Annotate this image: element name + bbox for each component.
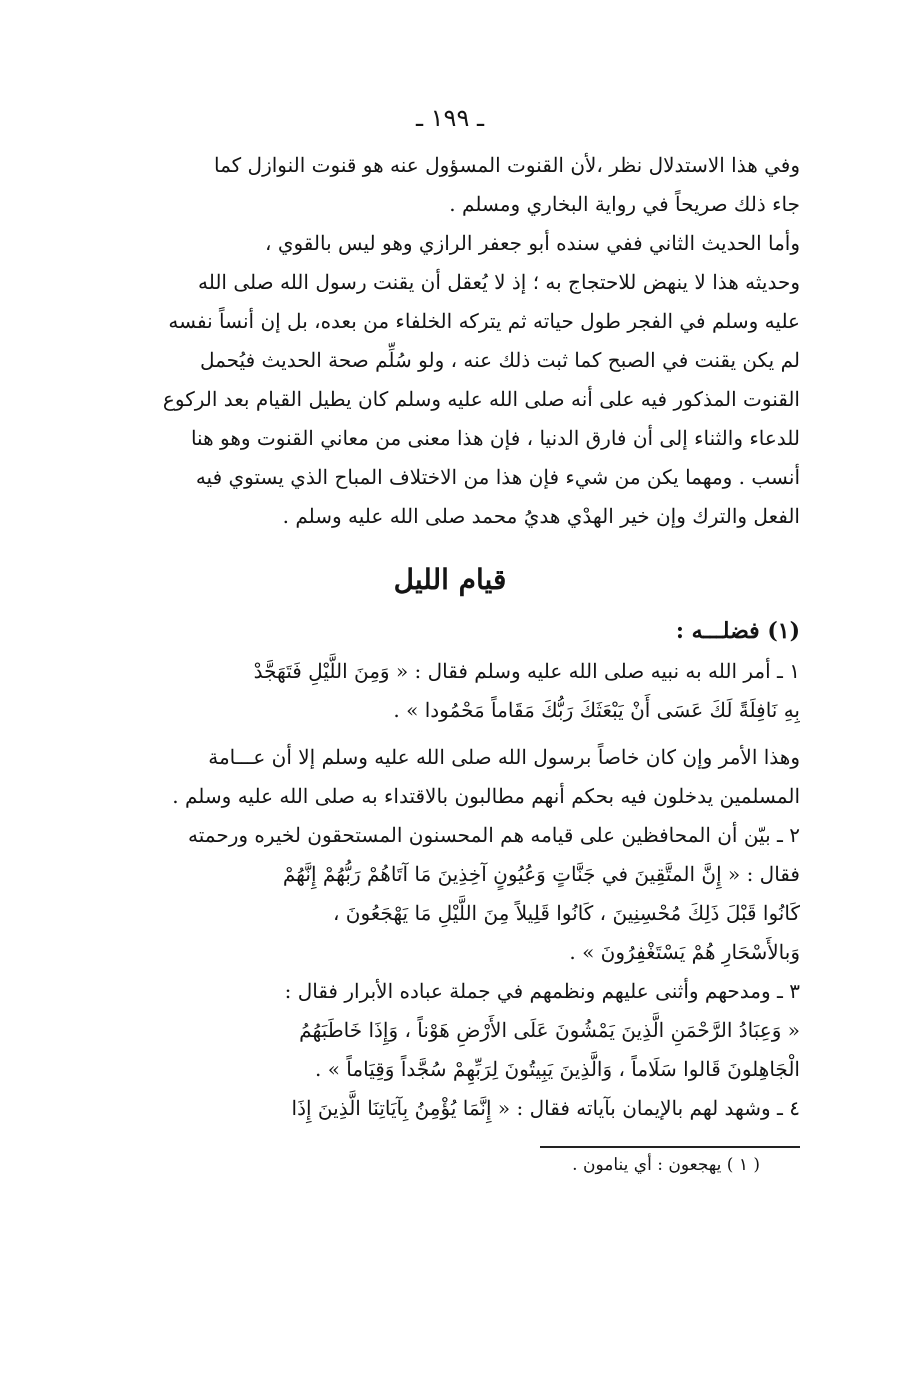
text-line: القنوت المذكور فيه على أنه صلى الله عليه وسلم كان يطيل القيام بعد الركوع xyxy=(162,387,800,411)
text-line: وأما الحديث الثاني ففي سنده أبو جعفر الرازي وهو ليس بالقوي ، xyxy=(265,231,800,255)
section-heading: قيام الليل xyxy=(393,563,507,596)
text-line: جاء ذلك صريحاً في رواية البخاري ومسلم . xyxy=(449,192,800,216)
page-number: ـ ١٩٩ ـ xyxy=(415,104,484,132)
text-line: وحديثه هذا لا ينهض للاحتجاج به ؛ إذ لا يُعقل أن يقنت رسول الله صلى الله xyxy=(197,270,800,294)
text-line: ٤ ـ وشهد لهم بالإيمان بآياته فقال : « إِنَّمَا يُؤْمِنُ بِآيَاتِنَا الَّذِينَ إِذَا xyxy=(291,1096,800,1120)
paragraph-qunut-objection xyxy=(100,146,800,224)
text-line: وفي هذا الاستدلال نظر ،لأن القنوت المسؤول عنه هو قنوت النوازل كما xyxy=(214,153,800,177)
footnote: ( ١ ) يهجعون : أي ينامون . xyxy=(572,1155,760,1175)
paragraph-second-hadith xyxy=(100,224,800,536)
text-line: ١ ـ أمر الله به نبيه صلى الله عليه وسلم فقال : « وَمِنَ اللَّيْلِ فَتَهَجَّدْ xyxy=(253,659,800,683)
item-4 xyxy=(100,1089,800,1128)
text-line: المسلمين يدخلون فيه بحكم أنهم مطالبون بالاقتداء به صلى الله عليه وسلم . xyxy=(172,784,800,808)
text-line: كَانُوا قَبْلَ ذَلِكَ مُحْسِنِينَ ، كَانُوا قَلِيلاً مِنَ اللَّيْلِ مَا يَهْجَعُونَ ، xyxy=(332,901,800,925)
item-1-note xyxy=(100,738,800,816)
text-line: الْجَاهِلونَ قَالوا سَلَاماً ، وَالَّذِينَ يَبِيتُونَ لِرَبِّهِمْ سُجَّداً وَقِيَاماً » . xyxy=(315,1057,800,1081)
text-line: للدعاء والثناء إلى أن فارق الدنيا ، فإن هذا معنى من معاني القنوت وهو هنا xyxy=(190,426,800,450)
subsection-heading: (١) فضلـــه : xyxy=(675,618,800,644)
item-2 xyxy=(100,816,800,972)
text-line: الفعل والترك وإن خير الهدْي هديُ محمد صلى الله عليه وسلم . xyxy=(282,504,800,528)
text-line: بِهِ نَافِلَةً لَكَ عَسَى أَنْ يَبْعَثَكَ رَبُّكَ مَقَاماً مَحْمُودا » . xyxy=(393,698,800,722)
text-line: ٣ ـ ومدحهم وأثنى عليهم ونظمهم في جملة عباده الأبرار فقال : xyxy=(284,979,800,1003)
text-line: ٢ ـ بيّن أن المحافظين على قيامه هم المحسنون المستحقون لخيره ورحمته xyxy=(188,823,800,847)
text-line: وَبالأَسْحَارِ هُمْ يَسْتَغْفِرُونَ » . xyxy=(569,940,800,964)
text-line: « وَعِبَادُ الرَّحْمَنِ الَّذِينَ يَمْشُونَ عَلَى الأَرْضِ هَوْناً ، وَإِذَا خَاطَبَهُمُ xyxy=(299,1018,800,1042)
text-line: وهذا الأمر وإن كان خاصاً برسول الله صلى الله عليه وسلم إلا أن عـــامة xyxy=(208,745,800,769)
text-line: أنسب . ومهما يكن من شيء فإن هذا من الاختلاف المباح الذي يستوي فيه xyxy=(195,465,800,489)
book-page xyxy=(100,96,800,1182)
item-3 xyxy=(100,972,800,1089)
text-line: فقال : « إِنَّ المتَّقِينَ في جَنَّاتٍ وَعُيُونٍ آخِذِينَ مَا آتَاهُمْ رَبُّهُمْ إِنَّهُمْ xyxy=(282,862,800,886)
text-line: عليه وسلم في الفجر طول حياته ثم يتركه الخلفاء من بعده، بل إن أنساً نفسه xyxy=(168,309,800,333)
item-1 xyxy=(100,652,800,730)
text-line: لم يكن يقنت في الصبح كما ثبت ذلك عنه ، ولو سُلِّم صحة الحديث فيُحمل xyxy=(199,348,800,372)
